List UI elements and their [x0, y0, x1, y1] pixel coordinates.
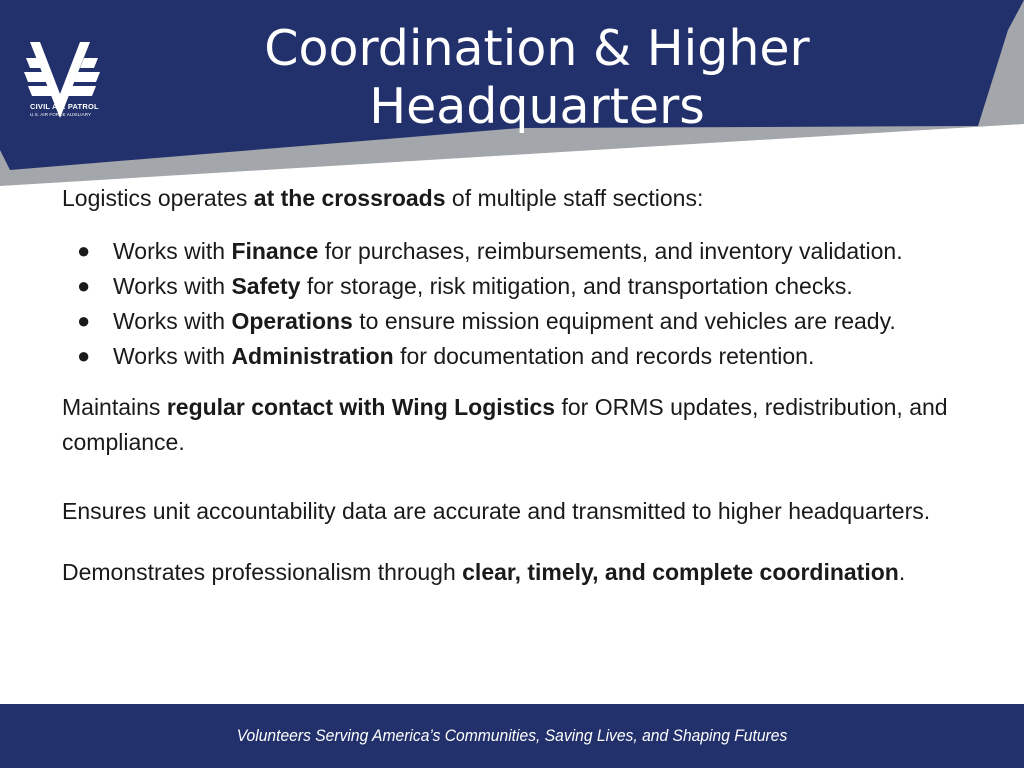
bullet-marker: ● [77, 308, 91, 333]
bullet-emphasis: Finance [231, 238, 319, 264]
logo-org-name: CIVIL AIR PATROL [30, 102, 99, 111]
intro-paragraph [62, 182, 962, 214]
bullet-emphasis: Operations [231, 308, 353, 334]
intro-emphasis: at the crossroads [253, 185, 446, 211]
intro-text: Logistics operates [62, 185, 254, 211]
wing-contact-paragraph: Maintains regular contact with Wing Logistics for ORMS updates, redistribution, and compliance. [62, 394, 948, 455]
bullet-marker: ● [77, 273, 91, 298]
list-item: ● Works with Finance for purchases, reimbursements, and inventory validation. [62, 234, 962, 269]
logo-tagline: U.S. AIR FORCE AUXILIARY [30, 111, 92, 117]
bullet-marker: ● [77, 343, 91, 368]
bullet-list [62, 234, 962, 374]
accountability-paragraph: Ensures unit accountability data are accurate and transmitted to higher headquarters. [62, 498, 931, 524]
list-item: ● Works with Operations to ensure mission equipment and vehicles are ready. [62, 304, 962, 339]
wing-contact-emphasis: regular contact with Wing Logistics [166, 394, 556, 420]
list-item: ● Works with Safety for storage, risk mitigation, and transportation checks. [62, 269, 962, 304]
bullet-emphasis: Safety [231, 273, 301, 299]
bullet-marker: ● [77, 238, 91, 263]
professionalism-paragraph: Demonstrates professionalism through clear, timely, and complete coordination. [62, 559, 906, 585]
professionalism-emphasis: clear, timely, and complete coordination [462, 559, 899, 585]
bullet-emphasis: Administration [231, 343, 394, 369]
footer-bar [0, 704, 1024, 768]
slide-body [62, 182, 962, 586]
intro-text-end: of multiple staff sections: [445, 185, 704, 211]
list-item: ● Works with Administration for documentation and records retention. [62, 339, 962, 374]
slide-title: Coordination & Higher Headquarters [264, 20, 810, 135]
footer-slogan: Volunteers Serving America’s Communities, Saving Lives, and Shaping Futures [236, 726, 788, 745]
